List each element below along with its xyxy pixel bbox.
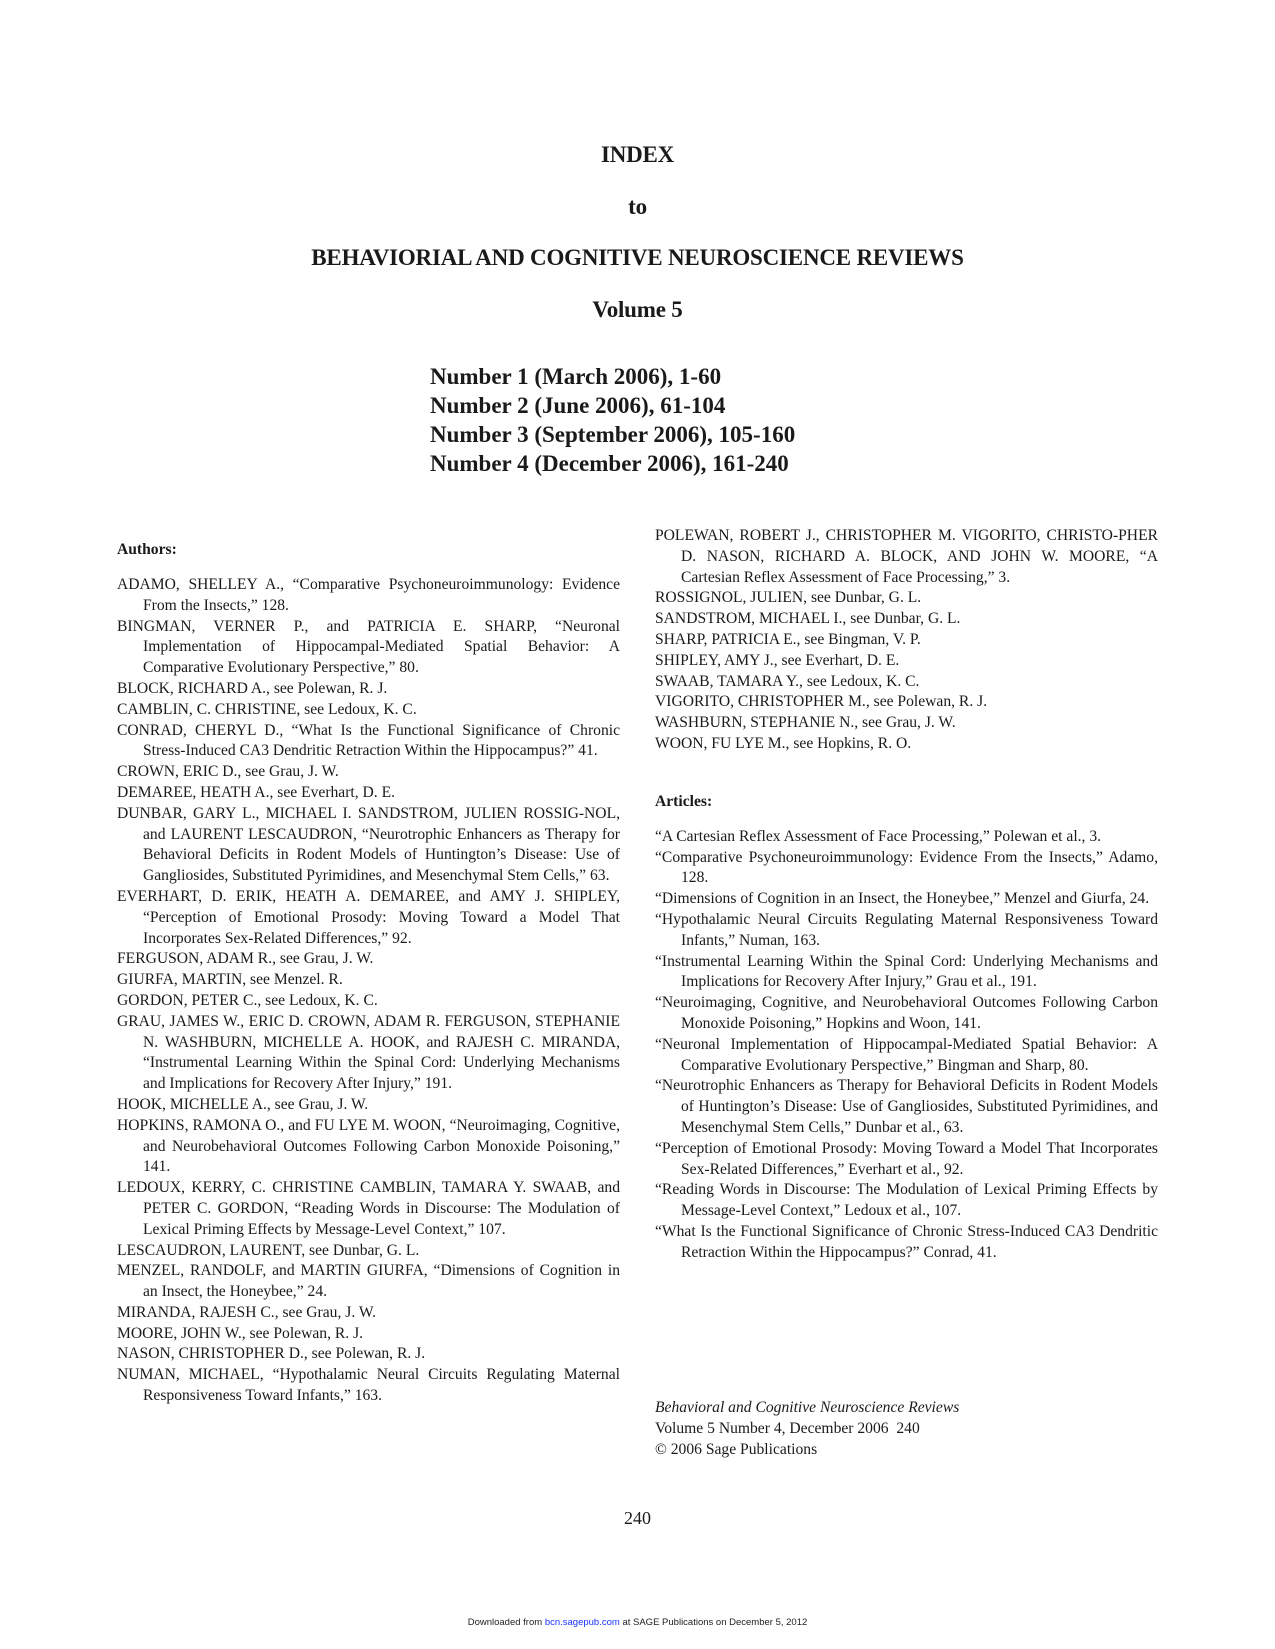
citation-copyright: © 2006 Sage Publications [655, 1440, 818, 1458]
journal-title: BEHAVIORIAL AND COGNITIVE NEUROSCIENCE REVIEWS [311, 245, 964, 270]
author-entry: SHARP, PATRICIA E., see Bingman, V. P. [655, 630, 921, 648]
article-entry: “What Is the Functional Significance of Chronic Stress-Induced CA3 Dendritic Retraction Within the Hippocampus?” Conrad, 41. [655, 1222, 1158, 1261]
journal-citation [655, 1398, 959, 1460]
author-entry: MIRANDA, RAJESH C., see Grau, J. W. [117, 1303, 377, 1321]
author-entry: ROSSIGNOL, JULIEN, see Dunbar, G. L. [655, 589, 922, 607]
author-entry: GORDON, PETER C., see Ledoux, K. C. [117, 991, 378, 1009]
article-entry: “Neuronal Implementation of Hippocampal-Mediated Spatial Behavior: A Comparative Evolutionary Perspective,” Bingman and Sharp, 80. [655, 1035, 1158, 1074]
article-entry: “Instrumental Learning Within the Spinal Cord: Underlying Mechanisms and Implications for Recovery After Injury,” Grau et al., 191. [655, 952, 1158, 991]
author-entry: HOPKINS, RAMONA O., and FU LYE M. WOON, “Neuroimaging, Cognitive, and Neurobehavioral Outcomes Following Carbon Monoxide Poisoning,” 141. [117, 1116, 620, 1176]
author-entry: ADAMO, SHELLEY A., “Comparative Psychoneuroimmunology: Evidence From the Insects,” 128. [117, 576, 620, 614]
article-entry: “Dimensions of Cognition in an Insect, the Honeybee,” Menzel and Giurfa, 24. [655, 890, 1150, 908]
author-entry: WASHBURN, STEPHANIE N., see Grau, J. W. [655, 714, 956, 732]
article-entry: “Neurotrophic Enhancers as Therapy for Behavioral Deficits in Rodent Models of Huntington’s Disease: Use of Gangliosides, Substituted Pyrimidines, and Mesenchymal Stem Cells,” Dunbar et al., 63. [655, 1077, 1158, 1136]
author-entry: CROWN, ERIC D., see Grau, J. W. [117, 763, 339, 781]
author-entry: SANDSTROM, MICHAEL I., see Dunbar, G. L. [655, 610, 961, 628]
article-entry: “Reading Words in Discourse: The Modulation of Lexical Priming Effects by Message-Level Context,” Ledoux et al., 107. [655, 1181, 1158, 1220]
citation-issue: Volume 5 Number 4, December 2006 240 [655, 1419, 920, 1437]
citation-journal: Behavioral and Cognitive Neuroscience Reviews [655, 1399, 960, 1416]
author-entry: LESCAUDRON, LAURENT, see Dunbar, G. L. [117, 1241, 420, 1259]
author-entry: FERGUSON, ADAM R., see Grau, J. W. [117, 950, 374, 968]
issue-line: Number 4 (December 2006), 161-240 [430, 451, 789, 476]
issue-line: Number 1 (March 2006), 1-60 [430, 364, 722, 389]
author-entry: GIURFA, MARTIN, see Menzel. R. [117, 971, 343, 989]
issue-list [430, 362, 795, 478]
author-entry: BINGMAN, VERNER P., and PATRICIA E. SHARP, “Neuronal Implementation of Hippocampal-Mediated Spatial Behavior: A Comparative Evolutionary Perspective,” 80. [117, 617, 620, 677]
author-entry: WOON, FU LYE M., see Hopkins, R. O. [655, 734, 912, 752]
authors-column [117, 528, 620, 1407]
download-notice [0, 1617, 1275, 1628]
author-entry: CAMBLIN, C. CHRISTINE, see Ledoux, K. C. [117, 700, 417, 718]
download-link[interactable]: bcn.sagepub.com [544, 1617, 620, 1628]
issue-line: Number 3 (September 2006), 105-160 [430, 422, 796, 447]
author-entry: CONRAD, CHERYL D., “What Is the Functional Significance of Chronic Stress-Induced CA3 Dendritic Retraction Within the Hippocampus?” 41. [117, 721, 620, 760]
volume-label: Volume 5 [592, 297, 683, 322]
author-entry: MENZEL, RANDOLF, and MARTIN GIURFA, “Dimensions of Cognition in an Insect, the Honeybee,” 24. [117, 1262, 620, 1301]
right-column [655, 528, 1158, 1264]
author-entry: HOOK, MICHELLE A., see Grau, J. W. [117, 1095, 369, 1113]
article-entry: “Hypothalamic Neural Circuits Regulating Maternal Responsiveness Toward Infants,” Numan, 163. [655, 910, 1158, 949]
issue-line: Number 2 (June 2006), 61-104 [430, 393, 726, 418]
authors-heading: Authors: [117, 541, 177, 558]
download-prefix: Downloaded from [467, 1617, 545, 1628]
author-entry: GRAU, JAMES W., ERIC D. CROWN, ADAM R. FERGUSON, STEPHANIE N. WASHBURN, MICHELLE A. HOOK, and RAJESH C. MIRANDA, “Instrumental Learning Within the Spinal Cord: Underlying Mechanisms and Implications for Recovery After Injury,” 191. [117, 1012, 620, 1093]
author-entry: SWAAB, TAMARA Y., see Ledoux, K. C. [655, 672, 920, 690]
article-entry: “A Cartesian Reflex Assessment of Face Processing,” Polewan et al., 3. [655, 827, 1102, 845]
author-entry: POLEWAN, ROBERT J., CHRISTOPHER M. VIGORITO, CHRISTO-PHER D. NASON, RICHARD A. BLOCK, AND JOHN W. MOORE, “A Cartesian Reflex Assessment of Face Processing,” 3. [655, 527, 1158, 586]
article-entry: “Neuroimaging, Cognitive, and Neurobehavioral Outcomes Following Carbon Monoxide Poisoning,” Hopkins and Woon, 141. [655, 994, 1158, 1032]
author-entry: DEMAREE, HEATH A., see Everhart, D. E. [117, 783, 396, 801]
author-entry: EVERHART, D. ERIK, HEATH A. DEMAREE, and AMY J. SHIPLEY, “Perception of Emotional Prosody: Moving Toward a Model That Incorporates Sex-Related Differences,” 92. [117, 887, 620, 947]
authors-continued [655, 526, 1158, 755]
author-entry: DUNBAR, GARY L., MICHAEL I. SANDSTROM, JULIEN ROSSIG-NOL, and LAURENT LESCAUDRON, “Neurotrophic Enhancers as Therapy for Behavioral Deficits in Rodent Models of Huntington’s Disease: Use of Gangliosides, Substituted Pyrimidines, and Mesenchymal Stem Cells,” 63. [117, 804, 620, 885]
author-entry: BLOCK, RICHARD A., see Polewan, R. J. [117, 679, 388, 697]
author-entry: MOORE, JOHN W., see Polewan, R. J. [117, 1324, 364, 1342]
article-entry: “Comparative Psychoneuroimmunology: Evidence From the Insects,” Adamo, 128. [655, 848, 1158, 887]
index-title: INDEX [600, 142, 675, 167]
author-entry: NUMAN, MICHAEL, “Hypothalamic Neural Circuits Regulating Maternal Responsiveness Toward Infants,” 163. [117, 1366, 620, 1405]
author-entry: NASON, CHRISTOPHER D., see Polewan, R. J. [117, 1345, 426, 1363]
author-entry: LEDOUX, KERRY, C. CHRISTINE CAMBLIN, TAMARA Y. SWAAB, and PETER C. GORDON, “Reading Words in Discourse: The Modulation of Lexical Priming Effects by Message-Level Context,” 107. [117, 1179, 620, 1238]
author-entry: SHIPLEY, AMY J., see Everhart, D. E. [655, 651, 900, 669]
index-to: to [628, 194, 647, 219]
articles-heading: Articles: [655, 792, 713, 810]
page-number: 240 [624, 1508, 651, 1528]
article-entry: “Perception of Emotional Prosody: Moving Toward a Model That Incorporates Sex-Related Differences,” Everhart et al., 92. [655, 1139, 1158, 1178]
download-suffix: at SAGE Publications on December 5, 2012 [619, 1617, 808, 1628]
author-entry: VIGORITO, CHRISTOPHER M., see Polewan, R. J. [655, 693, 988, 711]
